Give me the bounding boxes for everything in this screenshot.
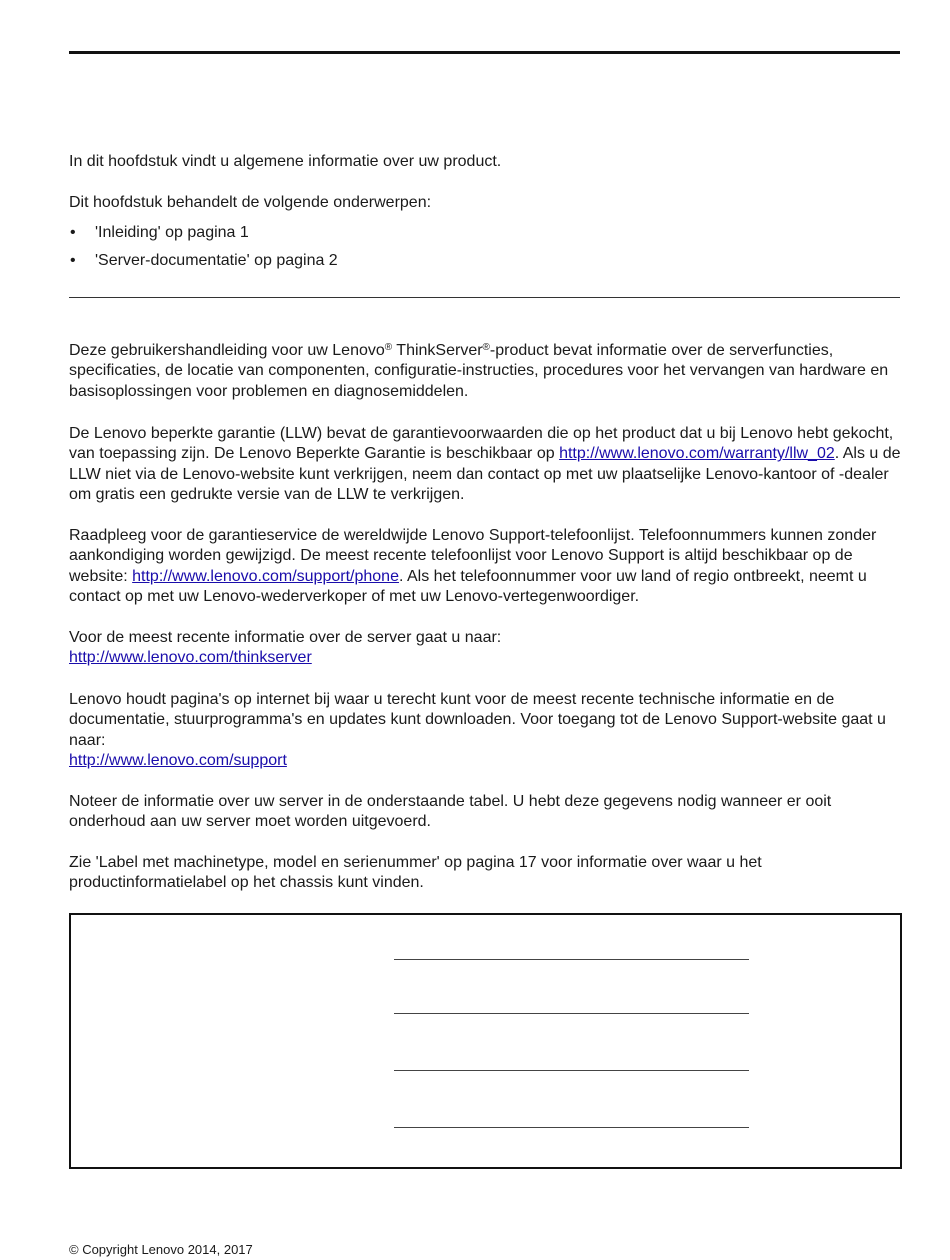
support-link[interactable]: http://www.lenovo.com/support <box>69 752 287 770</box>
registered-mark: ® <box>384 342 393 353</box>
topics-intro: Dit hoofdstuk behandelt de volgende onderwerpen: <box>69 194 432 211</box>
fill-in-line[interactable] <box>394 959 749 960</box>
paragraph-thinkserver: Voor de meest recente informatie over de server gaat u naar: http://www.lenovo.com/thinkserver <box>69 629 502 667</box>
support-phone-link[interactable]: http://www.lenovo.com/support/phone <box>132 567 399 585</box>
thinkserver-link[interactable]: http://www.lenovo.com/thinkserver <box>69 649 312 667</box>
paragraph-record-info: Noteer de informatie over uw server in de onderstaande tabel. U hebt deze gegevens nodig wanneer er ooit onderhoud aan uw server moet worden uitgevoerd. <box>69 793 832 831</box>
copyright-footer: © Copyright Lenovo 2014, 2017 <box>69 1242 253 1257</box>
bullet-icon: • <box>70 224 76 241</box>
bullet-icon: • <box>70 252 76 269</box>
paragraph-warranty: De Lenovo beperkte garantie (LLW) bevat de garantievoorwaarden die op het product dat u bij Lenovo hebt gekocht, van toepassing zijn. De Lenovo Beperkte Garantie is beschikbaar op http://www.lenovo.com/warranty/llw_02. Als u de LLW niet via de Lenovo-website kunt verkrijgen, neem dan contact op met uw plaatselijke Lenovo-kantoor of -dealer om gratis een gedrukte versie van de LLW te verkrijgen. <box>69 425 901 504</box>
topic-item[interactable] <box>69 251 769 279</box>
warranty-link[interactable]: http://www.lenovo.com/warranty/llw_02 <box>559 445 835 463</box>
paragraph-support-site: Lenovo houdt pagina's op internet bij waar u terecht kunt voor de meest recente technische informatie en de documentatie, stuurprogramma's en updates kunt downloaden. Voor toegang tot de Lenovo Support-website gaat u naar: http://www.lenovo.com/support <box>69 691 886 770</box>
topic-link-inleiding[interactable]: 'Inleiding' op pagina 1 <box>95 224 249 241</box>
topic-link-server-documentatie[interactable]: 'Server-documentatie' op pagina 2 <box>95 252 338 269</box>
registered-mark: ® <box>482 342 490 353</box>
topic-item[interactable] <box>69 223 769 251</box>
fill-in-line[interactable] <box>394 1013 749 1014</box>
server-info-table <box>69 913 902 1169</box>
topic-list <box>69 223 769 279</box>
paragraph-label-location: Zie 'Label met machinetype, model en serienummer' op pagina 17 voor informatie over waar u het productinformatielabel op het chassis kunt vinden. <box>69 854 762 892</box>
intro-text: In dit hoofdstuk vindt u algemene informatie over uw product. <box>69 153 502 170</box>
fill-in-line[interactable] <box>394 1127 749 1128</box>
paragraph-user-guide: Deze gebruikershandleiding voor uw Lenovo® ThinkServer®-product bevat informatie over de serverfuncties, specificaties, de locatie van componenten, configuratie-instructies, procedures voor het vervangen van hardware en basisoplossingen voor problemen en diagnosemiddelen. <box>69 342 889 400</box>
section-divider <box>69 297 900 298</box>
fill-in-line[interactable] <box>394 1070 749 1071</box>
paragraph-support-phone: Raadpleeg voor de garantieservice de wereldwijde Lenovo Support-telefoonlijst. Telefoonnummers kunnen zonder aankondiging worden gewijzigd. De meest recente telefoonlijst voor Lenovo Support is altijd beschikbaar op de website: http://www.lenovo.com/support/phone. Als het telefoonnummer voor uw land of regio ontbreekt, neemt u contact op met uw Lenovo-wederverkoper of met uw Lenovo-vertegenwoordiger. <box>69 527 877 606</box>
top-rule <box>69 51 900 54</box>
